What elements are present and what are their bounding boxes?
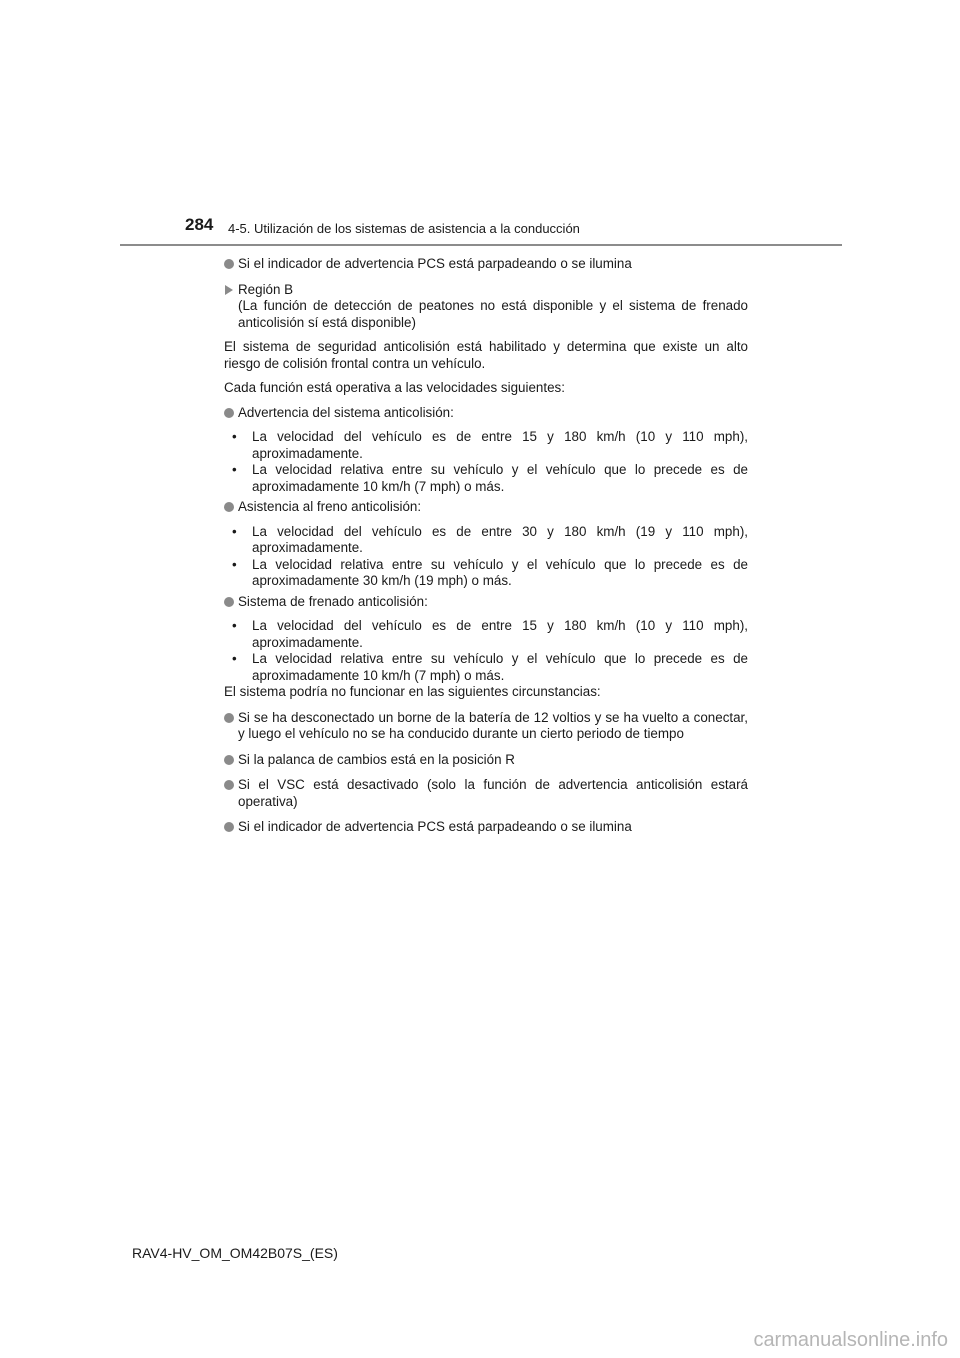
region-description: (La función de detección de peatones no está disponible y el sistema de frenado anticolisión sí está disponible) — [238, 298, 748, 330]
sub-item: • La velocidad relativa entre su vehículo y el vehículo que lo precede es de aproximadamente 10 km/h (7 mph) o más. — [232, 462, 748, 494]
bullet-item: Advertencia del sistema anticolisión: — [224, 405, 748, 422]
bullet-dot-icon — [224, 259, 234, 269]
bullet-dot-icon — [224, 502, 234, 512]
paragraph: Cada función está operativa a las velocidades siguientes: — [224, 380, 565, 395]
page-number: 284 — [185, 215, 214, 234]
sub-item: • La velocidad del vehículo es de entre 15 y 180 km/h (10 y 110 mph), aproximadamente. — [232, 618, 748, 650]
bullet-dot-icon — [224, 713, 234, 723]
bullet-dot-icon — [224, 408, 234, 418]
bullet-item: Si se ha desconectado un borne de la batería de 12 voltios y se ha vuelto a conectar, y luego el vehículo no se ha conducido durante un cierto periodo de tiempo — [224, 710, 748, 743]
watermark: carmanualsonline.info — [753, 1329, 948, 1351]
arrow-right-icon — [225, 285, 233, 295]
region-title: Región B — [238, 281, 294, 297]
bullet-item: Sistema de frenado anticolisión: — [224, 594, 748, 611]
bullet-item: Si el indicador de advertencia PCS está parpadeando o se ilumina — [224, 819, 748, 836]
sub-item: • La velocidad relativa entre su vehículo y el vehículo que lo precede es de aproximadamente 30 km/h (19 mph) o más. — [232, 556, 748, 588]
bullet-dot-icon — [224, 597, 234, 607]
sub-item: • La velocidad relativa entre su vehículo y el vehículo que lo precede es de aproximadamente 10 km/h (7 mph) o más. — [232, 651, 748, 683]
bullet-item: Asistencia al freno anticolisión: — [224, 499, 748, 516]
region-b-item — [224, 282, 748, 332]
sub-item: • La velocidad del vehículo es de entre 30 y 180 km/h (19 y 110 mph), aproximadamente. — [232, 523, 748, 555]
bullet-item: Si el VSC está desactivado (solo la función de advertencia anticolisión estará operativa) — [224, 777, 748, 810]
bullet-dot-icon — [224, 822, 234, 832]
bullet-item: Si la palanca de cambios está en la posición R — [224, 752, 748, 769]
paragraph: El sistema podría no funcionar en las siguientes circunstancias: — [224, 684, 601, 699]
bullet-item: Si el indicador de advertencia PCS está parpadeando o se ilumina — [224, 256, 748, 273]
bullet-dot-icon — [224, 780, 234, 790]
document-code: RAV4-HV_OM_OM42B07S_(ES) — [132, 1245, 338, 1261]
section-title: 4-5. Utilización de los sistemas de asistencia a la conducción — [228, 221, 580, 236]
paragraph: El sistema de seguridad anticolisión está habilitado y determina que existe un alto riesgo de colisión frontal contra un vehículo. — [224, 339, 748, 371]
page-content — [224, 256, 748, 836]
bullet-dot-icon — [224, 755, 234, 765]
sub-item: • La velocidad del vehículo es de entre 15 y 180 km/h (10 y 110 mph), aproximadamente. — [232, 429, 748, 461]
header-rule — [120, 244, 842, 246]
